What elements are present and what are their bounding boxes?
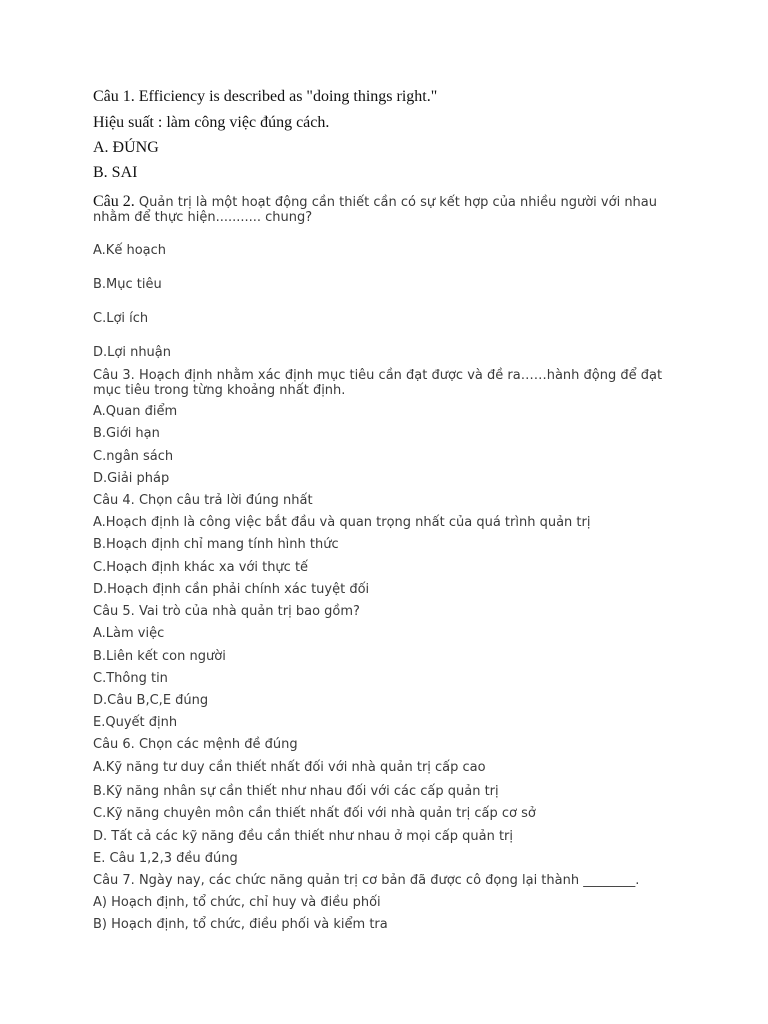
q3-option-b: B.Giới hạn	[93, 426, 160, 441]
q5-option-b: B.Liên kết con người	[93, 649, 226, 664]
q1-translation: Hiệu suất : làm công việc đúng cách.	[93, 114, 330, 131]
q6-option-c: C.Kỹ năng chuyên môn cần thiết nhất đối với nhà quản trị cấp cơ sở	[93, 806, 536, 821]
q5-question: Câu 5. Vai trò của nhà quản trị bao gồm?	[93, 604, 360, 619]
q6-option-e: E. Câu 1,2,3 đều đúng	[93, 851, 238, 866]
q7-option-a: A) Hoạch định, tổ chức, chỉ huy và điều phối	[93, 895, 381, 910]
q6-option-a: A.Kỹ năng tư duy cần thiết nhất đối với nhà quản trị cấp cao	[93, 760, 486, 775]
q5-option-c: C.Thông tin	[93, 671, 168, 686]
q2-option-a: A.Kế hoạch	[93, 243, 166, 258]
q7-question: Câu 7. Ngày nay, các chức năng quản trị cơ bản đã được cô đọng lại thành ________.	[93, 873, 640, 888]
q1-option-b: B. SAI	[93, 164, 138, 181]
q5-option-a: A.Làm việc	[93, 626, 165, 641]
q4-question: Câu 4. Chọn câu trả lời đúng nhất	[93, 493, 313, 508]
q2-question	[93, 194, 673, 225]
q5-option-d: D.Câu B,C,E đúng	[93, 693, 209, 708]
q1-title: Câu 1. Efficiency is described as "doing things right."	[93, 88, 438, 105]
q4-option-c: C.Hoạch định khác xa với thực tế	[93, 560, 309, 575]
q2-option-c: C.Lợi ích	[93, 311, 149, 326]
q6-option-d: D. Tất cả các kỹ năng đều cần thiết như nhau ở mọi cấp quản trị	[93, 829, 514, 844]
q5-option-e: E.Quyết định	[93, 715, 178, 730]
q4-option-a: A.Hoạch định là công việc bắt đầu và quan trọng nhất của quá trình quản trị	[93, 515, 591, 530]
q7-option-b: B) Hoạch định, tổ chức, điều phối và kiểm tra	[93, 917, 388, 932]
q2-label: Câu 2.	[93, 193, 135, 210]
q3-option-c: C.ngân sách	[93, 449, 174, 464]
q6-question: Câu 6. Chọn các mệnh đề đúng	[93, 737, 298, 752]
q2-option-b: B.Mục tiêu	[93, 277, 162, 292]
q6-option-b: B.Kỹ năng nhân sự cần thiết như nhau đối với các cấp quản trị	[93, 784, 499, 799]
q4-option-d: D.Hoạch định cần phải chính xác tuyệt đối	[93, 582, 370, 597]
q2-option-d: D.Lợi nhuận	[93, 345, 172, 360]
q4-option-b: B.Hoạch định chỉ mang tính hình thức	[93, 537, 339, 552]
q3-question: Câu 3. Hoạch định nhằm xác định mục tiêu cần đạt được và đề ra……hành động để đạt mục tiêu trong từng khoảng nhất định.	[93, 368, 663, 398]
q3-option-a: A.Quan điểm	[93, 404, 178, 419]
q2-text: Quản trị là một hoạt động cần thiết cần có sự kết hợp của nhiều người với nhau nhằm để thực hiện........... chung?	[93, 195, 657, 225]
q1-option-a: A. ĐÚNG	[93, 139, 159, 156]
q3-option-d: D.Giải pháp	[93, 471, 170, 486]
